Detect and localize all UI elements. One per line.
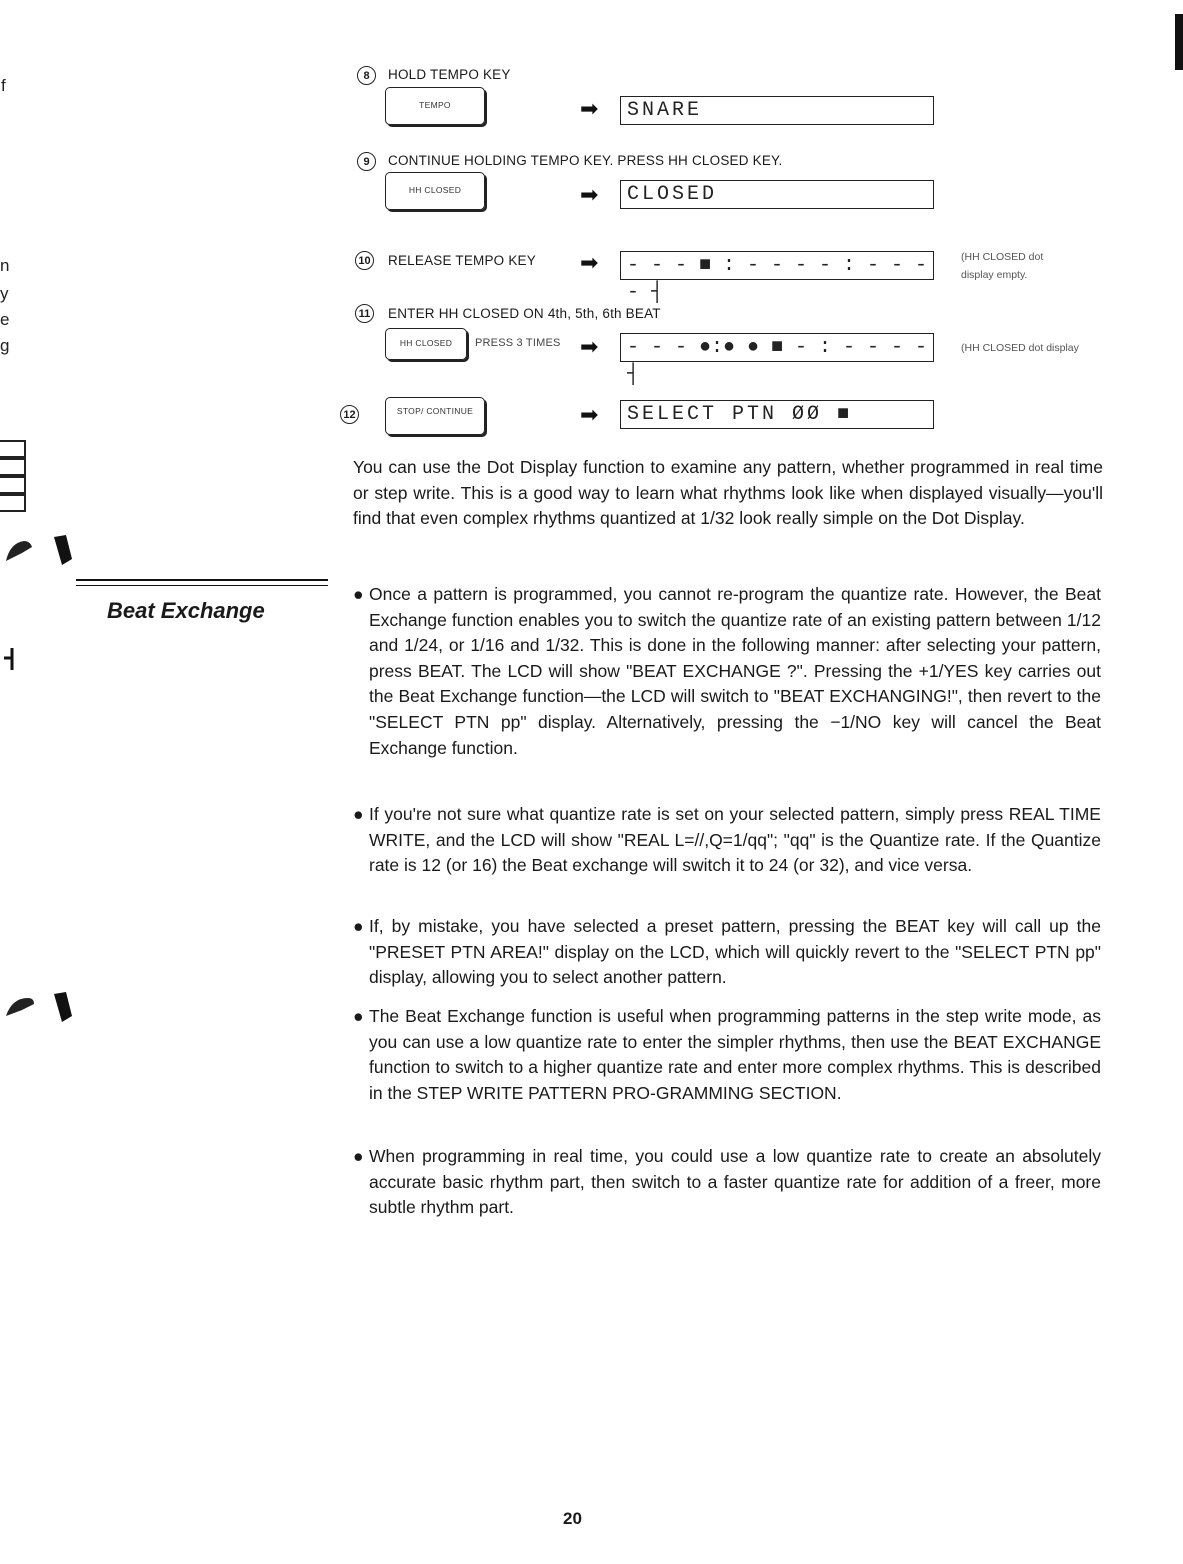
margin-glyph xyxy=(2,646,16,672)
bullet-item xyxy=(353,1004,1101,1106)
arrow-icon: ➡ xyxy=(580,182,599,207)
arrow-icon: ➡ xyxy=(580,334,599,359)
margin-fragment: e xyxy=(0,310,10,329)
margin-box-fragment xyxy=(0,476,26,494)
scan-edge-mark xyxy=(1175,14,1183,70)
step-number: 8 xyxy=(357,66,376,85)
arrow-icon: ➡ xyxy=(580,250,599,275)
step-number: 12 xyxy=(340,405,359,424)
lcd-dot-display: - - - ■ : - - - - : - - - - ┤ xyxy=(620,251,934,280)
bullet-icon: ● xyxy=(353,916,364,936)
bullet-text: When programming in real time, you could use a low quantize rate to create an absolutely accurate basic rhythm part, then switch to a faster quantize rate for addition of a freer, more subtle rhythm part. xyxy=(369,1146,1101,1218)
bullet-text: If, by mistake, you have selected a preset pattern, pressing the BEAT key will call up the "PRESET PTN AREA!" display on the LCD, which will quickly revert to the "SELECT PTN pp" display, allowing you to select another pattern. xyxy=(369,916,1101,988)
step-instruction: CONTINUE HOLDING TEMPO KEY. PRESS HH CLOSED KEY. xyxy=(388,153,783,168)
bullet-item xyxy=(353,582,1101,761)
bullet-item xyxy=(353,1144,1101,1221)
intro-paragraph: You can use the Dot Display function to examine any pattern, whether programmed in real time or step write. This is a good way to learn what rhythms look like when displayed visually—you'll find that even complex rhythms quantized at 1/32 look really simple on the Dot Display. xyxy=(353,457,1103,529)
bullet-item xyxy=(353,914,1101,991)
arrow-icon: ➡ xyxy=(580,402,599,427)
tempo-key: TEMPO xyxy=(385,87,485,125)
stop-continue-key: STOP/ CONTINUE xyxy=(385,397,485,435)
bullet-item xyxy=(353,802,1101,879)
bullet-icon: ● xyxy=(353,1006,364,1026)
lcd-display: SNARE xyxy=(620,96,934,125)
arrow-icon: ➡ xyxy=(580,96,599,121)
heading-rule xyxy=(76,579,328,581)
margin-box-fragment xyxy=(0,458,26,476)
bullet-text: Once a pattern is programmed, you cannot re-program the quantize rate. However, the Beat Exchange function enables you to switch the quantize rate of an existing pattern between 1/12 and 1/24, or 1/16 and 1/32. This is done in the following manner: after selecting your pattern, press BEAT. The LCD will show "BEAT EXCHANGE ?". Pressing the +1/YES key carries out the Beat Exchange function—the LCD will switch to "BEAT EXCHANGING!", then revert to the "SELECT PTN pp" display. Alternatively, pressing the −1/NO key will cancel the Beat Exchange function. xyxy=(369,584,1101,758)
bullet-icon: ● xyxy=(353,1146,364,1166)
margin-fragment: g xyxy=(0,336,10,355)
step-number: 9 xyxy=(357,152,376,171)
margin-fragment: f xyxy=(1,76,6,95)
bullet-text: The Beat Exchange function is useful when programming patterns in the step write mode, as you can use a low quantize rate to enter the simpler rhythms, then use the BEAT EXCHANGE function to switch to a higher quantize rate and enter more complex rhythms. This is described in the STEP WRITE PATTERN PRO-GRAMMING SECTION. xyxy=(369,1006,1101,1103)
bullet-text: If you're not sure what quantize rate is set on your selected pattern, simply press REAL TIME WRITE, and the LCD will show "REAL L=//,Q=1/qq"; "qq" is the Quantize rate. If the Quantize rate is 12 (or 16) the Beat exchange will switch it to 24 (or 32), and vice versa. xyxy=(369,804,1101,876)
hand-icon xyxy=(4,533,74,567)
lcd-display: CLOSED xyxy=(620,180,934,209)
step-instruction: RELEASE TEMPO KEY xyxy=(388,253,536,268)
step-instruction: ENTER HH CLOSED ON 4th, 5th, 6th BEAT xyxy=(388,306,661,321)
hand-icon xyxy=(4,990,74,1024)
bullet-icon: ● xyxy=(353,804,364,824)
step-instruction: HOLD TEMPO KEY xyxy=(388,67,511,82)
side-note: (HH CLOSED dot display empty. xyxy=(961,251,1044,281)
lcd-dot-display: - - - ●:● ● ■ - : - - - - ┤ xyxy=(620,333,934,362)
hh-closed-key: HH CLOSED xyxy=(385,172,485,210)
page-number: 20 xyxy=(563,1509,582,1528)
step-number: 10 xyxy=(355,251,374,270)
margin-box-fragment xyxy=(0,440,26,458)
heading-rule xyxy=(76,585,328,586)
margin-fragment: n xyxy=(0,256,10,275)
side-note: (HH CLOSED dot display xyxy=(961,342,1079,354)
margin-fragment: y xyxy=(0,284,9,303)
step-number: 11 xyxy=(355,304,374,323)
section-heading: Beat Exchange xyxy=(107,598,265,623)
bullet-icon: ● xyxy=(353,584,364,604)
lcd-display: SELECT PTN ØØ ■ xyxy=(620,400,934,429)
key-instruction: PRESS 3 TIMES xyxy=(475,337,561,349)
margin-box-fragment xyxy=(0,494,26,512)
hh-closed-key: HH CLOSED xyxy=(385,328,467,360)
